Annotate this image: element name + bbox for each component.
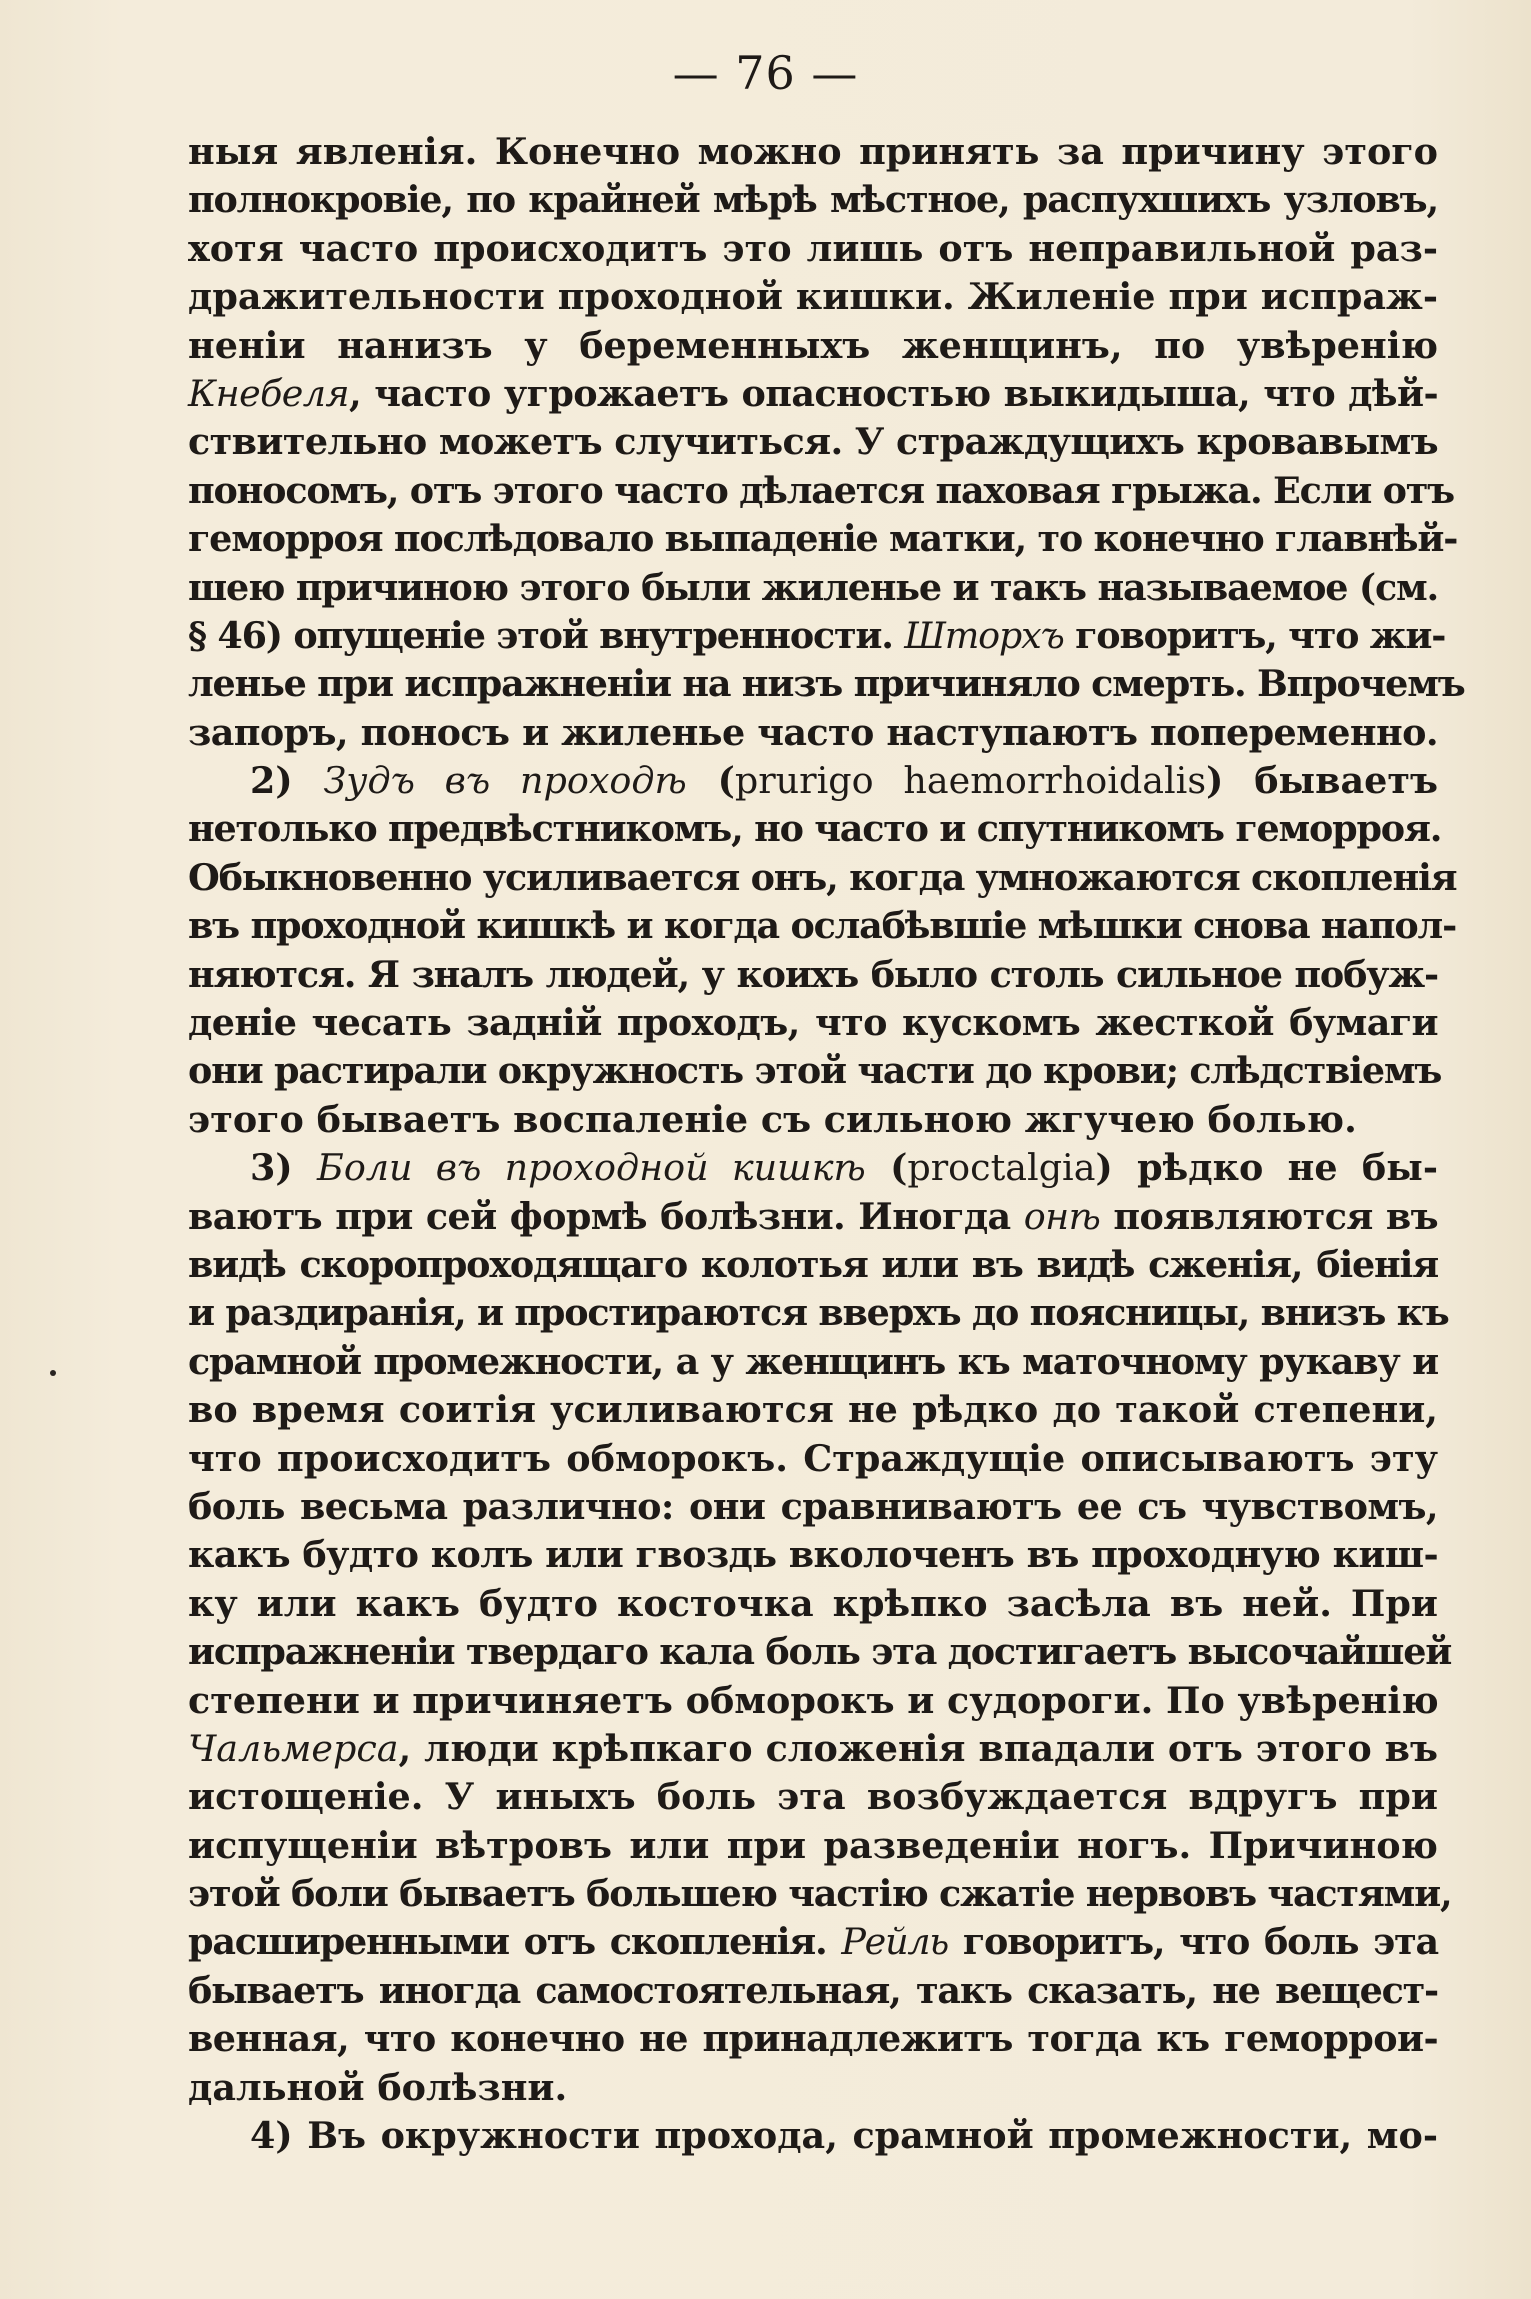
- text-line: [188, 322, 1438, 370]
- text-line: [188, 1822, 1438, 1870]
- text-run: 2): [250, 759, 324, 803]
- text-line: [188, 1870, 1452, 1918]
- text-run: ваютъ при сей формѣ болѣзни. Иногда: [188, 1194, 1024, 1238]
- text-run: 4) Въ окружности прохода, срамной промежности, мо-: [250, 2114, 1438, 2158]
- latin-term: proctalgia: [907, 1146, 1096, 1190]
- text-line: [188, 1531, 1438, 1579]
- text-line: [188, 1338, 1438, 1386]
- text-run: этого бываетъ воспаленіе съ сильною жгучею болью.: [188, 1097, 1357, 1141]
- text-run: что происходитъ обморокъ. Страждущіе описываютъ эту: [188, 1436, 1438, 1480]
- text-run: говоритъ, что жи-: [1063, 613, 1446, 657]
- text-line: [188, 370, 1438, 418]
- italic-name: Зудъ въ проходѣ: [323, 759, 687, 803]
- text-line: [188, 564, 1438, 612]
- text-line: [188, 1967, 1438, 2015]
- text-run: степени и причиняетъ обморокъ и судороги. По увѣренію: [188, 1678, 1439, 1722]
- text-line: [188, 902, 1457, 950]
- text-line: [188, 1725, 1438, 1773]
- text-line: [188, 467, 1454, 515]
- text-line: [188, 128, 1438, 176]
- text-line: [188, 1435, 1438, 1483]
- text-line: [188, 1773, 1438, 1821]
- text-run: бываетъ иногда самостоятельная, такъ сказать, не вещест-: [188, 1968, 1438, 2012]
- text-run: хотя часто происходитъ это лишь отъ неправильной раз-: [188, 226, 1438, 270]
- text-run: ныя явленія. Конечно можно принять за причину этого: [188, 130, 1438, 173]
- italic-name: Шторхъ: [904, 613, 1064, 657]
- text-run: въ проходной кишкѣ и когда ослабѣвшіе мѣшки снова напол-: [188, 904, 1457, 948]
- text-line: [188, 1241, 1438, 1289]
- text-run: истощеніе. У иныхъ боль эта возбуждается вдругъ при: [188, 1775, 1438, 1819]
- text-line: [188, 854, 1457, 902]
- text-run: ленье при испражненіи на низъ причиняло смерть. Впрочемъ: [188, 662, 1465, 706]
- text-run: (: [686, 759, 735, 803]
- text-run: няются. Я зналъ людей, у коихъ было столь сильное побуж-: [188, 952, 1438, 996]
- italic-name: Кнебеля: [188, 371, 349, 415]
- text-line: [188, 1386, 1438, 1434]
- text-line: [188, 1289, 1449, 1337]
- text-line: [188, 1047, 1442, 1095]
- text-run: неніи нанизъ у беременныхъ женщинъ, по увѣренію: [188, 323, 1438, 367]
- text-line: [188, 273, 1438, 321]
- text-line: [188, 1193, 1438, 1241]
- text-line: [188, 1628, 1452, 1676]
- text-line: [188, 1918, 1438, 1966]
- text-run: поносомъ, отъ этого часто дѣлается паховая грыжа. Если отъ: [188, 468, 1454, 512]
- ink-speck: [50, 1370, 56, 1376]
- page-body-text: [188, 128, 1465, 2160]
- text-run: видѣ скоропроходящаго колотья или въ видѣ сженія, біенія: [188, 1242, 1438, 1286]
- text-run: боль весьма различно: они сравниваютъ ее съ чувствомъ,: [188, 1484, 1438, 1528]
- text-run: , люди крѣпкаго сложенія впадали отъ этого въ: [398, 1726, 1438, 1770]
- italic-name: Боли въ проходной кишкѣ: [317, 1146, 866, 1190]
- text-run: испущеніи вѣтровъ или при разведеніи ногъ. Причиною: [188, 1823, 1438, 1867]
- latin-term: prurigo haemorrhoidalis: [734, 759, 1207, 803]
- text-run: ) рѣдко не бы-: [1095, 1146, 1438, 1190]
- text-run: шею причиною этого были жиленье и такъ называемое (см.: [188, 565, 1438, 609]
- text-run: геморроя послѣдовало выпаденіе матки, то конечно главнѣй-: [188, 517, 1458, 561]
- text-line: [188, 515, 1458, 563]
- text-run: срамной промежности, а у женщинъ къ маточному рукаву и: [188, 1339, 1438, 1383]
- text-line: [188, 612, 1446, 660]
- text-run: дражительности проходной кишки. Жиленіе при испраж-: [188, 275, 1438, 319]
- italic-name: Чальмерса: [188, 1726, 399, 1770]
- text-run: Обыкновенно усиливается онъ, когда умножаются скопленія: [188, 855, 1457, 899]
- text-run: этой боли бываетъ большею частію сжатіе нервовъ частями,: [188, 1872, 1452, 1916]
- text-run: говоритъ, что боль эта: [948, 1920, 1438, 1964]
- text-line: [188, 951, 1438, 999]
- text-run: запоръ, поносъ и жиленье часто наступаютъ попеременно.: [188, 710, 1438, 754]
- text-line: [188, 709, 1438, 757]
- text-line: [188, 1580, 1438, 1628]
- text-line: [188, 1677, 1438, 1725]
- italic-name: Рейль: [841, 1920, 949, 1964]
- page-number: — 76 —: [672, 46, 859, 100]
- text-run: (: [865, 1146, 908, 1190]
- text-line: [188, 1096, 1438, 1144]
- text-run: испражненіи твердаго кала боль эта достигаетъ высочайшей: [188, 1630, 1452, 1674]
- text-run: во время соитія усиливаются не рѣдко до такой степени,: [188, 1388, 1438, 1432]
- text-line: [188, 225, 1438, 273]
- text-run: ствительно можетъ случиться. У страждущихъ кровавымъ: [188, 420, 1438, 464]
- text-line: [188, 2112, 1438, 2160]
- text-run: появляются въ: [1100, 1194, 1438, 1238]
- text-line: [188, 1144, 1438, 1192]
- text-line: [188, 999, 1438, 1047]
- text-run: они растирали окружность этой части до крови; слѣдствіемъ: [188, 1049, 1442, 1093]
- text-run: расширенными отъ скопленія.: [188, 1920, 842, 1964]
- text-run: нетолько предвѣстникомъ, но часто и спутникомъ геморроя.: [188, 807, 1442, 851]
- text-run: , часто угрожаетъ опасностью выкидыша, что дѣй-: [348, 371, 1438, 415]
- text-run: какъ будто колъ или гвоздь вколоченъ въ проходную киш-: [188, 1533, 1438, 1577]
- text-line: [188, 176, 1438, 224]
- italic-name: онѣ: [1023, 1194, 1101, 1238]
- text-run: и раздиранія, и простираются вверхъ до поясницы, внизъ къ: [188, 1291, 1449, 1335]
- text-run: ку или какъ будто косточка крѣпко засѣла въ ней. При: [188, 1581, 1438, 1625]
- text-line: [188, 660, 1465, 708]
- text-line: [188, 757, 1438, 805]
- text-run: венная, что конечно не принадлежитъ тогда къ геморрои-: [188, 2017, 1438, 2061]
- text-line: [188, 418, 1438, 466]
- text-run: 3): [250, 1146, 317, 1190]
- text-run: § 46) опущеніе этой внутренности.: [188, 613, 905, 657]
- text-line: [188, 1483, 1438, 1531]
- text-run: ) бываетъ: [1206, 759, 1438, 803]
- text-run: деніе чесать задній проходъ, что кускомъ жесткой бумаги: [188, 1001, 1438, 1045]
- text-line: [188, 805, 1442, 853]
- text-run: дальной болѣзни.: [188, 2065, 568, 2109]
- text-run: полнокровіе, по крайней мѣрѣ мѣстное, распухшихъ узловъ,: [188, 178, 1438, 222]
- text-line: [188, 2015, 1438, 2063]
- text-line: [188, 2064, 1438, 2112]
